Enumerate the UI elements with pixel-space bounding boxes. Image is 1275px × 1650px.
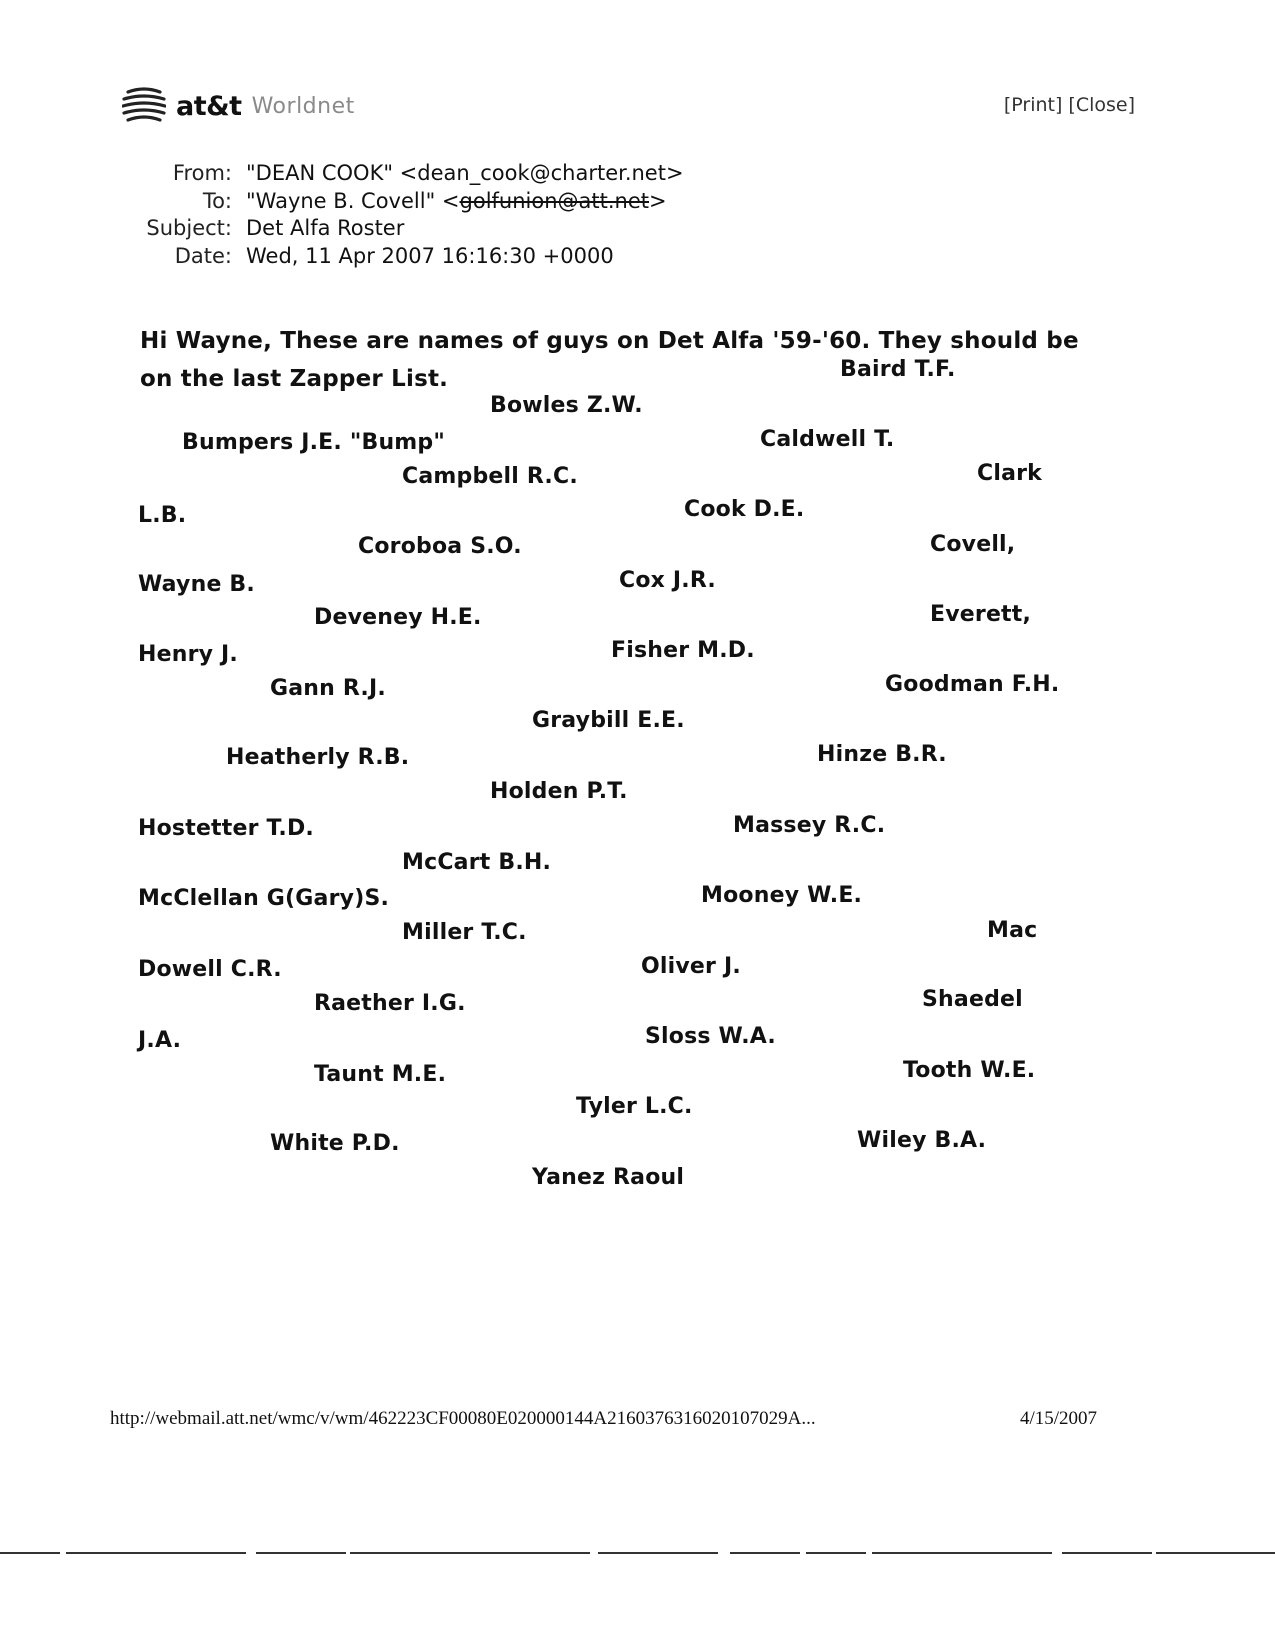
roster-name: Hinze B.R.: [817, 742, 947, 767]
roster-name: Campbell R.C.: [402, 464, 578, 489]
roster-name: Bumpers J.E. "Bump": [182, 430, 446, 455]
roster-name: Heatherly R.B.: [226, 745, 410, 770]
to-close-bracket: >: [649, 188, 667, 213]
roster-name: Holden P.T.: [490, 779, 628, 804]
roster-name: Graybill E.E.: [532, 708, 685, 733]
to-label: To:: [202, 188, 232, 213]
roster-name: Dowell C.R.: [138, 957, 282, 982]
roster-name: J.A.: [138, 1028, 182, 1053]
subject-value: Det Alfa Roster: [246, 216, 405, 240]
roster-name: Mac: [987, 918, 1038, 943]
roster-name: McCart B.H.: [402, 850, 552, 875]
from-label: From:: [172, 161, 232, 185]
roster-name: Cox J.R.: [619, 568, 716, 593]
roster-name: Hostetter T.D.: [138, 816, 314, 841]
roster-name: Deveney H.E.: [314, 605, 482, 630]
roster-name: Sloss W.A.: [645, 1024, 776, 1049]
roster-name: Massey R.C.: [733, 813, 886, 838]
brand-product: Worldnet: [251, 93, 355, 119]
roster-name: Yanez Raoul: [532, 1165, 685, 1190]
roster-name: Baird T.F.: [840, 357, 956, 382]
brand-name: at&t: [176, 90, 242, 122]
roster-name: Everett,: [930, 602, 1032, 627]
footer-date: 4/15/2007: [1020, 1408, 1098, 1429]
footer-url: http://webmail.att.net/wmc/v/wm/462223CF00080E020000144A21603763160201070​29A...: [110, 1408, 816, 1429]
roster-name: Raether I.G.: [314, 991, 466, 1016]
subject-label: Subject:: [146, 216, 232, 240]
intro-line-1: Hi Wayne, These are names of guys on Det Alfa '59-'60. They should be: [140, 328, 1079, 354]
to-row: [120, 188, 684, 216]
roster-name: Clark: [977, 461, 1043, 486]
date-value: Wed, 11 Apr 2007 16:16:30 +0000: [246, 243, 614, 268]
scan-divider: [0, 1552, 1275, 1554]
date-label: Date:: [174, 243, 232, 268]
roster-name: Wiley B.A.: [857, 1128, 987, 1153]
roster-name: L.B.: [138, 503, 187, 528]
roster-name: Tooth W.E.: [903, 1058, 1036, 1083]
intro-line-2: on the last Zapper List.: [140, 366, 449, 392]
roster-name: Tyler L.C.: [576, 1094, 693, 1119]
message-intro: [140, 322, 1120, 398]
roster-name: Bowles Z.W.: [490, 393, 643, 418]
to-value: [246, 188, 667, 216]
roster-name: Taunt M.E.: [314, 1062, 447, 1087]
to-name: "Wayne B. Covell": [246, 188, 442, 213]
roster-name: Caldwell T.: [760, 427, 895, 452]
roster-name: Coroboa S.O.: [358, 534, 522, 559]
window-actions: [1004, 94, 1135, 116]
to-address: golfunion@att.net: [459, 188, 650, 213]
close-link[interactable]: [Close]: [1068, 94, 1135, 116]
email-headers: [120, 160, 684, 270]
print-link[interactable]: [Print]: [1003, 94, 1063, 116]
roster-name: Oliver J.: [641, 954, 741, 979]
roster-name: Mooney W.E.: [701, 883, 863, 908]
roster-name: Cook D.E.: [684, 497, 805, 522]
from-row: [120, 160, 684, 188]
subject-row: [120, 215, 684, 243]
roster-name: Shaedel: [922, 987, 1023, 1012]
roster-name: White P.D.: [270, 1131, 400, 1156]
to-open-bracket: <: [441, 188, 460, 213]
roster-name: Miller T.C.: [402, 920, 527, 945]
roster-name: Covell,: [930, 532, 1016, 557]
roster-name: Wayne B.: [138, 572, 255, 597]
roster-name: Gann R.J.: [270, 676, 386, 701]
att-globe-icon: [122, 84, 166, 128]
roster-name: Goodman F.H.: [885, 672, 1060, 697]
roster-name: Henry J.: [138, 642, 238, 667]
from-value: "DEAN COOK" <dean_cook@charter.net>: [246, 161, 684, 185]
roster-name: McClellan G(Gary)S.: [138, 886, 390, 911]
date-row: [120, 243, 684, 271]
roster-name: Fisher M.D.: [611, 638, 755, 663]
att-worldnet-logo: [122, 84, 355, 128]
